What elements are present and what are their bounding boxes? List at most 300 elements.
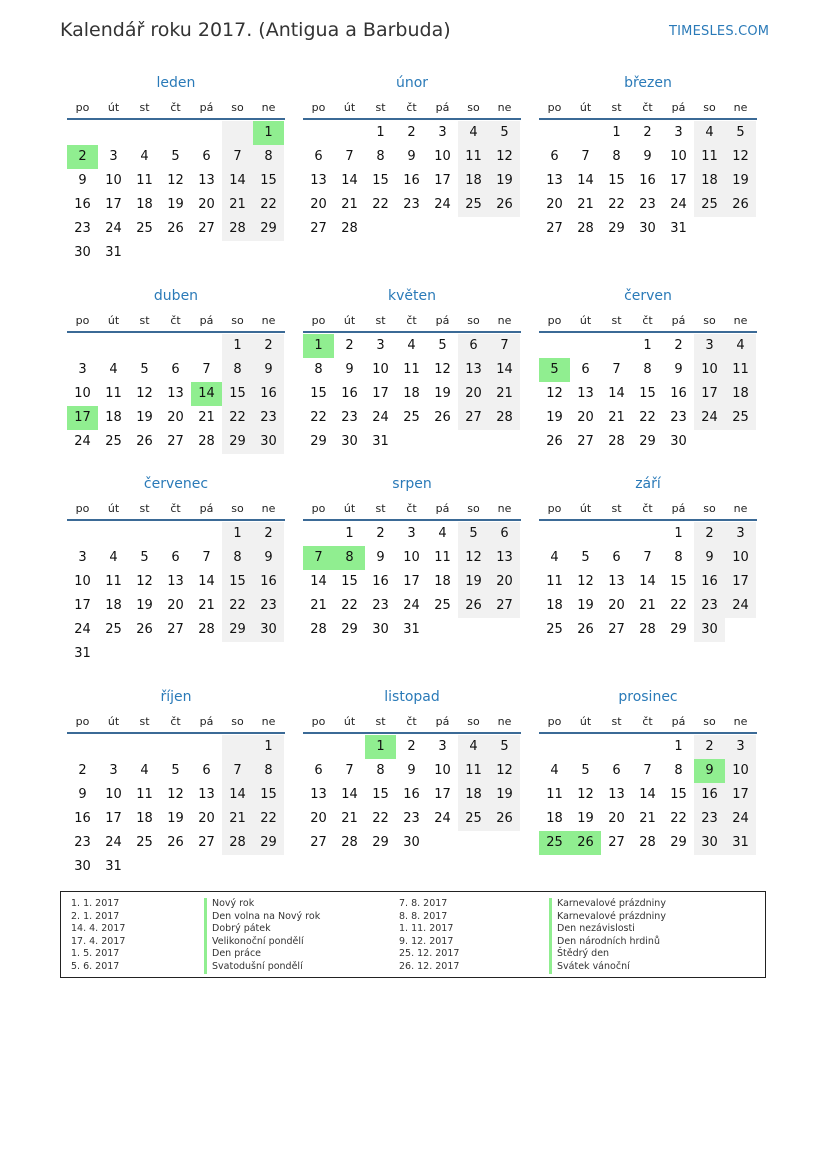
day-cell: 2 [376,526,385,541]
day-cell: 12 [546,386,563,401]
day-cell: 13 [310,173,327,188]
legend-holiday-name: Karnevalové prázdniny [549,898,666,911]
weekday-label: st [139,714,150,728]
weekday-header [67,710,285,732]
day-cell: 17 [725,783,756,807]
day-cell: 20 [546,197,563,212]
day-cell: 21 [310,598,327,613]
day-cell: 18 [546,811,563,826]
day-cell: 4 [725,334,756,358]
day-cell: 22 [372,197,389,212]
day-grid [539,522,757,642]
empty-cell [160,522,191,546]
day-cell: 22 [372,811,389,826]
day-cell: 27 [310,221,327,236]
day-cell: 16 [253,382,284,406]
weekday-label: so [231,501,244,515]
day-cell: 2 [674,338,683,353]
weekday-label: pá [671,313,686,327]
day-cell: 28 [222,831,253,855]
day-cell: 10 [74,574,91,589]
day-cell: 17 [105,197,122,212]
day-cell: 19 [577,811,594,826]
day-cell: 1 [612,125,621,140]
day-cell: 2 [407,739,416,754]
day-cell: 30 [253,430,284,454]
weekday-label: st [375,100,386,114]
weekday-label: út [343,501,356,515]
empty-cell [570,121,601,145]
empty-cell [303,121,334,145]
weekday-label: út [107,100,120,114]
day-cell: 11 [546,574,563,589]
weekday-label: st [375,313,386,327]
day-cell: 6 [171,550,180,565]
day-cell: 1 [376,125,385,140]
day-cell: 14 [341,173,358,188]
day-cell: 1 [253,121,284,145]
day-cell: 19 [434,386,451,401]
day-cell: 7 [202,362,211,377]
day-cell: 24 [670,197,687,212]
day-cell: 20 [310,811,327,826]
empty-cell [539,522,570,546]
day-cell: 16 [670,386,687,401]
day-cell: 27 [608,622,625,637]
page-title: Kalendář roku 2017. (Antigua a Barbuda) [60,19,451,41]
day-cell: 24 [74,622,91,637]
day-cell: 17 [105,811,122,826]
day-cell: 14 [639,787,656,802]
day-cell: 13 [489,546,520,570]
weekday-label: so [467,313,480,327]
site-link[interactable]: TIMESLES.COM [669,24,770,39]
day-cell: 4 [550,550,559,565]
day-cell: 26 [434,410,451,425]
weekday-label: po [311,501,326,515]
day-cell: 21 [639,598,656,613]
day-cell: 3 [109,763,118,778]
day-cell: 11 [694,145,725,169]
weekday-header [303,96,521,118]
day-cell: 5 [171,763,180,778]
empty-cell [160,334,191,358]
legend-holiday-name: Štědrý den [549,948,666,961]
month-block [303,473,521,642]
weekday-label: po [547,313,562,327]
day-cell: 27 [310,835,327,850]
empty-cell [303,522,334,546]
day-cell: 9 [674,362,683,377]
day-cell: 20 [198,197,215,212]
day-cell: 25 [539,831,570,855]
weekday-label: po [547,714,562,728]
day-cell: 18 [136,197,153,212]
day-cell: 19 [489,169,520,193]
day-cell: 3 [674,125,683,140]
empty-cell [570,334,601,358]
weekday-label: út [579,313,592,327]
day-cell: 17 [67,406,98,430]
day-cell: 20 [577,410,594,425]
day-cell: 8 [612,149,621,164]
weekday-header [539,96,757,118]
day-cell: 10 [694,358,725,382]
empty-cell [98,735,129,759]
legend-right-dates [399,898,459,974]
day-cell: 28 [341,221,358,236]
weekday-label: so [467,100,480,114]
empty-cell [67,735,98,759]
day-cell: 2 [694,522,725,546]
day-cell: 7 [612,362,621,377]
day-cell: 31 [372,434,389,449]
weekday-label: út [579,714,592,728]
day-cell: 2 [253,334,284,358]
day-cell: 18 [136,811,153,826]
day-cell: 13 [458,358,489,382]
weekday-label: st [611,313,622,327]
day-cell: 11 [458,759,489,783]
day-cell: 4 [550,763,559,778]
day-cell: 23 [639,197,656,212]
month-name: prosinec [618,689,678,705]
legend-holiday-name: Svatodušní pondělí [204,961,320,974]
day-cell: 16 [341,386,358,401]
weekday-label: so [703,501,716,515]
day-cell: 8 [674,550,683,565]
weekday-label: čt [170,100,181,114]
weekday-label: po [547,501,562,515]
day-cell: 21 [639,811,656,826]
weekday-label: po [311,100,326,114]
day-cell: 7 [345,763,354,778]
day-cell: 26 [489,807,520,831]
day-cell: 22 [341,598,358,613]
legend-date: 1. 5. 2017 [71,948,120,960]
day-cell: 31 [74,646,91,661]
day-cell: 23 [694,594,725,618]
day-cell: 14 [191,382,222,406]
day-cell: 23 [253,406,284,430]
day-cell: 18 [546,598,563,613]
header-rule [303,118,521,120]
day-cell: 12 [434,362,451,377]
weekday-label: st [139,100,150,114]
day-cell: 12 [167,787,184,802]
weekday-label: so [467,714,480,728]
day-cell: 1 [253,735,284,759]
day-cell: 30 [253,618,284,642]
day-cell: 29 [222,430,253,454]
day-cell: 28 [608,434,625,449]
day-grid [539,735,757,855]
month-name: leden [156,75,196,91]
day-cell: 3 [725,735,756,759]
weekday-header [67,497,285,519]
empty-cell [191,522,222,546]
empty-cell [191,334,222,358]
day-grid [67,522,285,666]
day-cell: 3 [438,739,447,754]
day-cell: 8 [376,149,385,164]
weekday-label: so [703,100,716,114]
empty-cell [129,522,160,546]
day-cell: 6 [171,362,180,377]
weekday-label: čt [642,714,653,728]
empty-cell [334,121,365,145]
day-cell: 13 [198,173,215,188]
day-cell: 30 [694,831,725,855]
day-cell: 17 [434,173,451,188]
weekday-label: ne [733,501,748,515]
day-cell: 1 [222,522,253,546]
empty-cell [539,735,570,759]
day-cell: 31 [105,245,122,260]
day-cell: 21 [198,598,215,613]
day-cell: 8 [643,362,652,377]
day-cell: 23 [403,811,420,826]
day-cell: 16 [403,787,420,802]
day-cell: 30 [372,622,389,637]
month-block [539,72,757,241]
day-cell: 30 [403,835,420,850]
day-cell: 12 [136,574,153,589]
day-cell: 27 [608,835,625,850]
day-cell: 12 [489,145,520,169]
day-cell: 17 [74,598,91,613]
day-cell: 22 [253,807,284,831]
day-cell: 5 [140,550,149,565]
day-cell: 19 [167,197,184,212]
day-cell: 15 [253,169,284,193]
day-cell: 7 [489,334,520,358]
weekday-label: ne [261,714,276,728]
empty-cell [570,735,601,759]
weekday-label: ne [261,501,276,515]
legend-date: 2. 1. 2017 [71,910,120,922]
day-cell: 28 [310,622,327,637]
weekday-label: út [107,714,120,728]
day-cell: 26 [577,622,594,637]
empty-cell [570,522,601,546]
weekday-label: po [75,313,90,327]
empty-cell [129,334,160,358]
day-cell: 6 [202,149,211,164]
header-rule [539,331,757,333]
day-grid [539,334,757,454]
day-cell: 8 [376,763,385,778]
weekday-label: pá [435,714,450,728]
legend-date: 7. 8. 2017 [399,898,448,909]
day-cell: 14 [222,783,253,807]
day-cell: 15 [670,574,687,589]
day-cell: 24 [434,197,451,212]
month-name: srpen [392,476,432,492]
weekday-label: po [311,313,326,327]
day-cell: 23 [341,410,358,425]
day-cell: 15 [253,783,284,807]
month-name: červen [624,288,672,304]
day-grid [303,522,521,642]
weekday-label: ne [733,100,748,114]
day-cell: 1 [643,338,652,353]
weekday-label: st [611,501,622,515]
weekday-label: st [375,714,386,728]
day-cell: 29 [639,434,656,449]
day-cell: 31 [105,859,122,874]
month-block [303,72,521,241]
day-cell: 24 [105,835,122,850]
day-cell: 18 [434,574,451,589]
day-cell: 28 [198,434,215,449]
day-cell: 22 [670,598,687,613]
day-cell: 11 [434,550,451,565]
day-cell: 6 [314,149,323,164]
day-cell: 14 [310,574,327,589]
day-cell: 20 [167,598,184,613]
day-cell: 14 [489,358,520,382]
day-cell: 4 [438,526,447,541]
day-cell: 16 [403,173,420,188]
day-cell: 24 [725,807,756,831]
day-cell: 30 [341,434,358,449]
day-cell: 21 [222,807,253,831]
day-cell: 24 [372,410,389,425]
day-cell: 26 [725,193,756,217]
day-cell: 21 [222,193,253,217]
day-cell: 30 [74,245,91,260]
day-cell: 3 [376,338,385,353]
day-cell: 13 [167,386,184,401]
day-cell: 9 [643,149,652,164]
legend-holiday-name: Dobrý pátek [204,923,320,936]
empty-cell [129,735,160,759]
empty-cell [191,121,222,145]
weekday-label: čt [170,501,181,515]
weekday-label: so [231,313,244,327]
weekday-header [539,309,757,331]
day-cell: 10 [725,759,756,783]
day-cell: 26 [136,622,153,637]
weekday-label: pá [671,714,686,728]
day-cell: 25 [105,622,122,637]
legend-holiday-name: Svátek vánoční [549,961,666,974]
header-rule [303,732,521,734]
day-cell: 8 [222,546,253,570]
weekday-label: so [231,100,244,114]
day-cell: 24 [434,811,451,826]
header-rule [539,732,757,734]
day-cell: 23 [670,410,687,425]
day-cell: 26 [570,831,601,855]
weekday-label: st [139,501,150,515]
header-rule [539,118,757,120]
day-cell: 4 [140,149,149,164]
day-cell: 27 [546,221,563,236]
day-cell: 2 [643,125,652,140]
day-cell: 24 [725,594,756,618]
day-cell: 10 [403,550,420,565]
weekday-label: ne [261,313,276,327]
day-cell: 3 [694,334,725,358]
weekday-label: ne [733,313,748,327]
empty-cell [98,334,129,358]
day-cell: 22 [639,410,656,425]
weekday-label: út [579,501,592,515]
day-cell: 16 [74,197,91,212]
legend-date: 26. 12. 2017 [399,960,460,972]
weekday-label: út [343,100,356,114]
day-cell: 8 [253,759,284,783]
day-cell: 8 [314,362,323,377]
legend-right-names [549,898,666,974]
weekday-header [539,497,757,519]
weekday-label: pá [435,501,450,515]
header-rule [539,519,757,521]
day-cell: 29 [372,835,389,850]
empty-cell [632,735,663,759]
day-cell: 7 [202,550,211,565]
weekday-label: so [703,714,716,728]
weekday-label: ne [497,501,512,515]
day-cell: 5 [539,358,570,382]
header-rule [67,732,285,734]
day-cell: 4 [109,362,118,377]
day-cell: 25 [458,807,489,831]
day-cell: 3 [725,522,756,546]
day-cell: 2 [407,125,416,140]
legend-left-names [204,898,320,974]
day-cell: 25 [136,835,153,850]
day-cell: 7 [643,550,652,565]
day-cell: 9 [253,546,284,570]
weekday-label: pá [199,714,214,728]
day-cell: 20 [489,570,520,594]
day-cell: 11 [105,386,122,401]
empty-cell [601,522,632,546]
header-rule [67,118,285,120]
day-cell: 1 [345,526,354,541]
month-name: červenec [143,476,209,492]
day-cell: 6 [314,763,323,778]
day-cell: 8 [222,358,253,382]
legend-holiday-name: Den volna na Nový rok [204,911,320,924]
legend-date: 8. 8. 2017 [399,910,448,922]
month-block [67,72,285,265]
weekday-label: po [547,100,562,114]
day-cell: 22 [670,811,687,826]
day-cell: 22 [608,197,625,212]
weekday-label: út [107,313,120,327]
weekday-label: po [75,501,90,515]
weekday-label: ne [497,714,512,728]
day-cell: 10 [670,149,687,164]
day-cell: 11 [458,145,489,169]
day-cell: 13 [608,574,625,589]
empty-cell [191,735,222,759]
day-cell: 5 [581,763,590,778]
day-cell: 7 [222,759,253,783]
day-cell: 3 [78,550,87,565]
day-cell: 3 [407,526,416,541]
empty-cell [160,121,191,145]
day-cell: 14 [198,574,215,589]
day-cell: 11 [546,787,563,802]
day-cell: 9 [78,787,87,802]
day-cell: 25 [725,406,756,430]
day-grid [539,121,757,241]
